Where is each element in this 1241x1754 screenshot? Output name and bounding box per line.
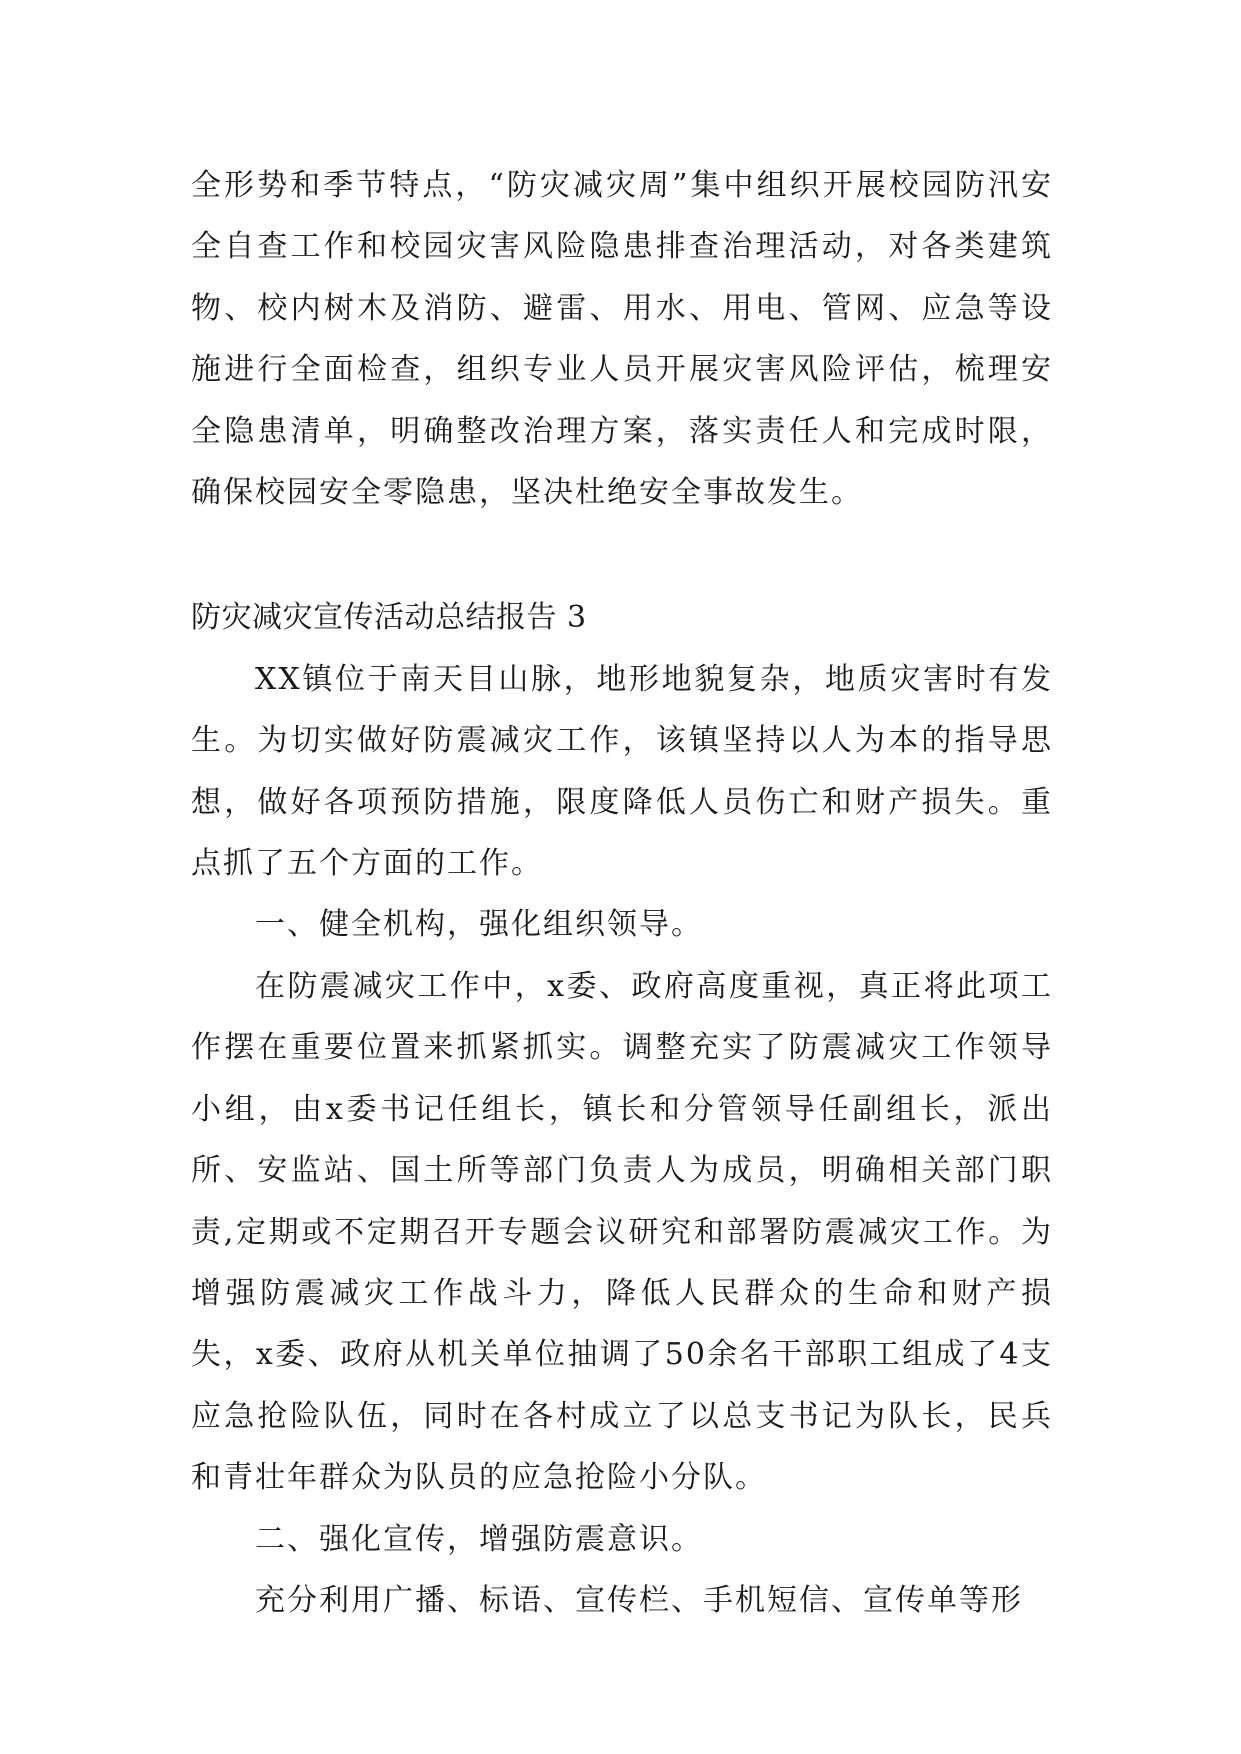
continued-paragraph: 全形势和季节特点，“防灾减灾周”集中组织开展校园防汛安全自查工作和校园灾害风险隐患排查治理活动，对各类建筑物、校内树木及消防、避雷、用水、用电、管网、应急等设施进行全面检查，组织专业人员开展灾害风险评估，梳理安全隐患清单，明确整改治理方案，落实责任人和完成时限，确保校园安全零隐患，坚决杜绝安全事故发生。 xyxy=(191,168,1053,511)
paragraph-publicity: 充分利用广播、标语、宣传栏、手机短信、宣传单等形 xyxy=(255,1582,1023,1618)
subheading-two: 二、强化宣传，增强防震意识。 xyxy=(255,1521,703,1557)
document-body xyxy=(191,155,1053,1631)
section-title: 防灾减灾宣传活动总结报告 3 xyxy=(191,600,587,636)
subheading-one: 一、健全机构，强化组织领导。 xyxy=(255,907,703,943)
paragraph-organization: 在防震减灾工作中，x委、政府高度重视，真正将此项工作摆在重要位置来抓紧抓实。调整充实了防震减灾工作领导小组，由x委书记任组长，镇长和分管领导任副组长，派出所、安监站、国土所等部门负责人为成员，明确相关部门职责,定期或不定期召开专题会议研究和部署防震减灾工作。为增强防震减灾工作战斗力，降低人民群众的生命和财产损失，x委、政府从机关单位抽调了50余名干部职工组成了4支应急抢险队伍，同时在各村成立了以总支书记为队长，民兵和青壮年群众为队员的应急抢险小分队。 xyxy=(191,968,1053,1496)
paragraph-gap xyxy=(191,523,1053,587)
paragraph-intro: XX镇位于南天目山脉，地形地貌复杂，地质灾害时有发生。为切实做好防震减灾工作，该镇坚持以人为本的指导思想，做好各项预防措施，限度降低人员伤亡和财产损失。重点抓了五个方面的工作。 xyxy=(191,661,1053,882)
